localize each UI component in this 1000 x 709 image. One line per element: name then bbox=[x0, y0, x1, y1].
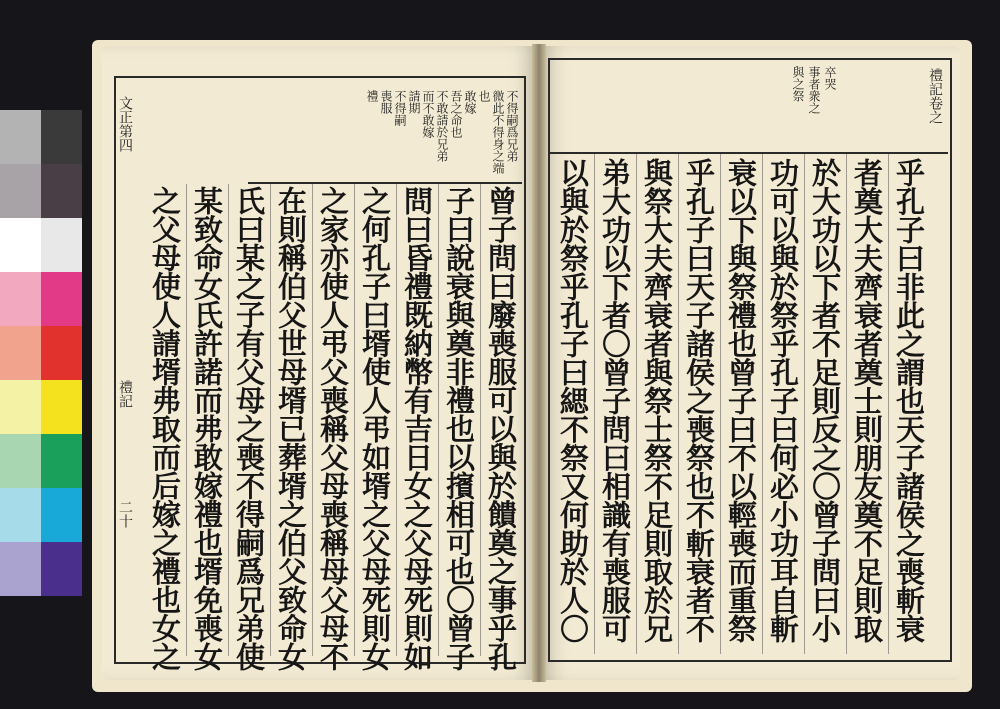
book-gutter bbox=[532, 44, 546, 682]
left-page-ear-chapter: 禮記 bbox=[117, 380, 133, 408]
color-swatch bbox=[41, 218, 82, 272]
text-column: 在則稱伯父世母壻已葬壻之伯父致命女 bbox=[274, 186, 308, 671]
text-column: 曾子問曰廢喪服可以與於饋奠之事乎孔 bbox=[484, 186, 518, 671]
column-separator bbox=[438, 184, 439, 656]
color-swatch bbox=[0, 326, 41, 380]
header-note: 請期 bbox=[407, 90, 421, 114]
column-separator bbox=[396, 184, 397, 656]
text-column: 氏曰某之子有父母之喪不得嗣爲兄弟使 bbox=[232, 186, 266, 671]
text-column: 之父母使人請壻弗取而后嫁之禮也女之 bbox=[148, 186, 182, 671]
column-separator bbox=[354, 184, 355, 656]
column-separator bbox=[720, 154, 721, 654]
color-swatch bbox=[0, 164, 41, 218]
header-note: 不得嗣爲兄弟 bbox=[505, 90, 519, 162]
text-column: 功可以與於祭乎孔子曰何必小功耳自斬 bbox=[766, 158, 800, 643]
text-column: 以與於祭乎孔子曰緦不祭又何助於人〇 bbox=[556, 158, 590, 643]
column-separator bbox=[804, 154, 805, 654]
header-note: 而不敢嫁 bbox=[421, 90, 435, 138]
column-separator bbox=[636, 154, 637, 654]
header-note: 吾之命也 bbox=[449, 90, 463, 138]
text-column: 某致命女氏許諾而弗敢嫁禮也壻免喪女 bbox=[190, 186, 224, 671]
color-swatch bbox=[0, 110, 41, 164]
column-separator bbox=[678, 154, 679, 654]
text-column: 者奠大夫齊衰者奠士則朋友奠不足則取 bbox=[850, 158, 884, 643]
header-note: 敢嫁 bbox=[463, 90, 477, 114]
header-note: 禮 bbox=[365, 90, 379, 102]
column-separator bbox=[846, 154, 847, 654]
right-page-ear-title: 禮記卷之 bbox=[927, 68, 943, 124]
left-page-folio: 二十 bbox=[117, 500, 133, 528]
header-note: 與之祭 bbox=[791, 66, 805, 102]
column-separator bbox=[480, 184, 481, 656]
text-column: 乎孔子曰天子諸侯之喪祭也不斬衰者不 bbox=[682, 158, 716, 643]
header-note: 不敢請於兄弟 bbox=[435, 90, 449, 162]
text-column: 衰以下與祭禮也曾子曰不以輕喪而重祭 bbox=[724, 158, 758, 643]
text-column: 之何孔子曰壻使人弔如壻之父母死則女 bbox=[358, 186, 392, 671]
text-column: 與祭大夫齊衰者與祭士祭不足則取於兄 bbox=[640, 158, 674, 643]
column-separator bbox=[228, 184, 229, 656]
text-column: 子曰說衰與奠非禮也以擯相可也〇曾子 bbox=[442, 186, 476, 671]
header-note: 事者衆之 bbox=[807, 66, 821, 114]
column-separator bbox=[762, 154, 763, 654]
text-column: 問曰昏禮既納幣有吉日女之父母死則如 bbox=[400, 186, 434, 671]
color-swatch bbox=[41, 326, 82, 380]
column-separator bbox=[312, 184, 313, 656]
text-column: 之家亦使人弔父喪稱父母喪稱母父母不 bbox=[316, 186, 350, 671]
header-note: 喪服 bbox=[379, 90, 393, 114]
color-swatch bbox=[41, 380, 82, 434]
color-swatch bbox=[41, 164, 82, 218]
color-swatch bbox=[0, 380, 41, 434]
header-note: 卒哭 bbox=[823, 66, 837, 90]
color-swatch bbox=[0, 218, 41, 272]
color-swatch bbox=[0, 272, 41, 326]
text-column: 弟大功以下者〇曾子問曰相識有喪服可 bbox=[598, 158, 632, 643]
color-swatch bbox=[41, 542, 82, 596]
color-swatch bbox=[41, 434, 82, 488]
color-swatch bbox=[41, 488, 82, 542]
column-separator bbox=[888, 154, 889, 654]
left-page-ear-title: 文正第四 bbox=[117, 96, 133, 152]
color-swatch bbox=[41, 110, 82, 164]
text-column: 乎孔子曰非此之謂也天子諸侯之喪斬衰 bbox=[892, 158, 926, 643]
text-column: 於大功以下者不足則反之〇曾子問曰小 bbox=[808, 158, 842, 643]
color-swatch bbox=[0, 542, 41, 596]
column-separator bbox=[186, 184, 187, 656]
color-swatch bbox=[0, 434, 41, 488]
color-swatch bbox=[41, 272, 82, 326]
header-note: 微此不得身之端 bbox=[491, 90, 505, 174]
column-separator bbox=[594, 154, 595, 654]
column-separator bbox=[270, 184, 271, 656]
header-note: 也 bbox=[477, 90, 491, 102]
color-calibration-chart bbox=[0, 110, 82, 598]
header-note: 不得嗣 bbox=[393, 90, 407, 126]
color-swatch bbox=[0, 488, 41, 542]
